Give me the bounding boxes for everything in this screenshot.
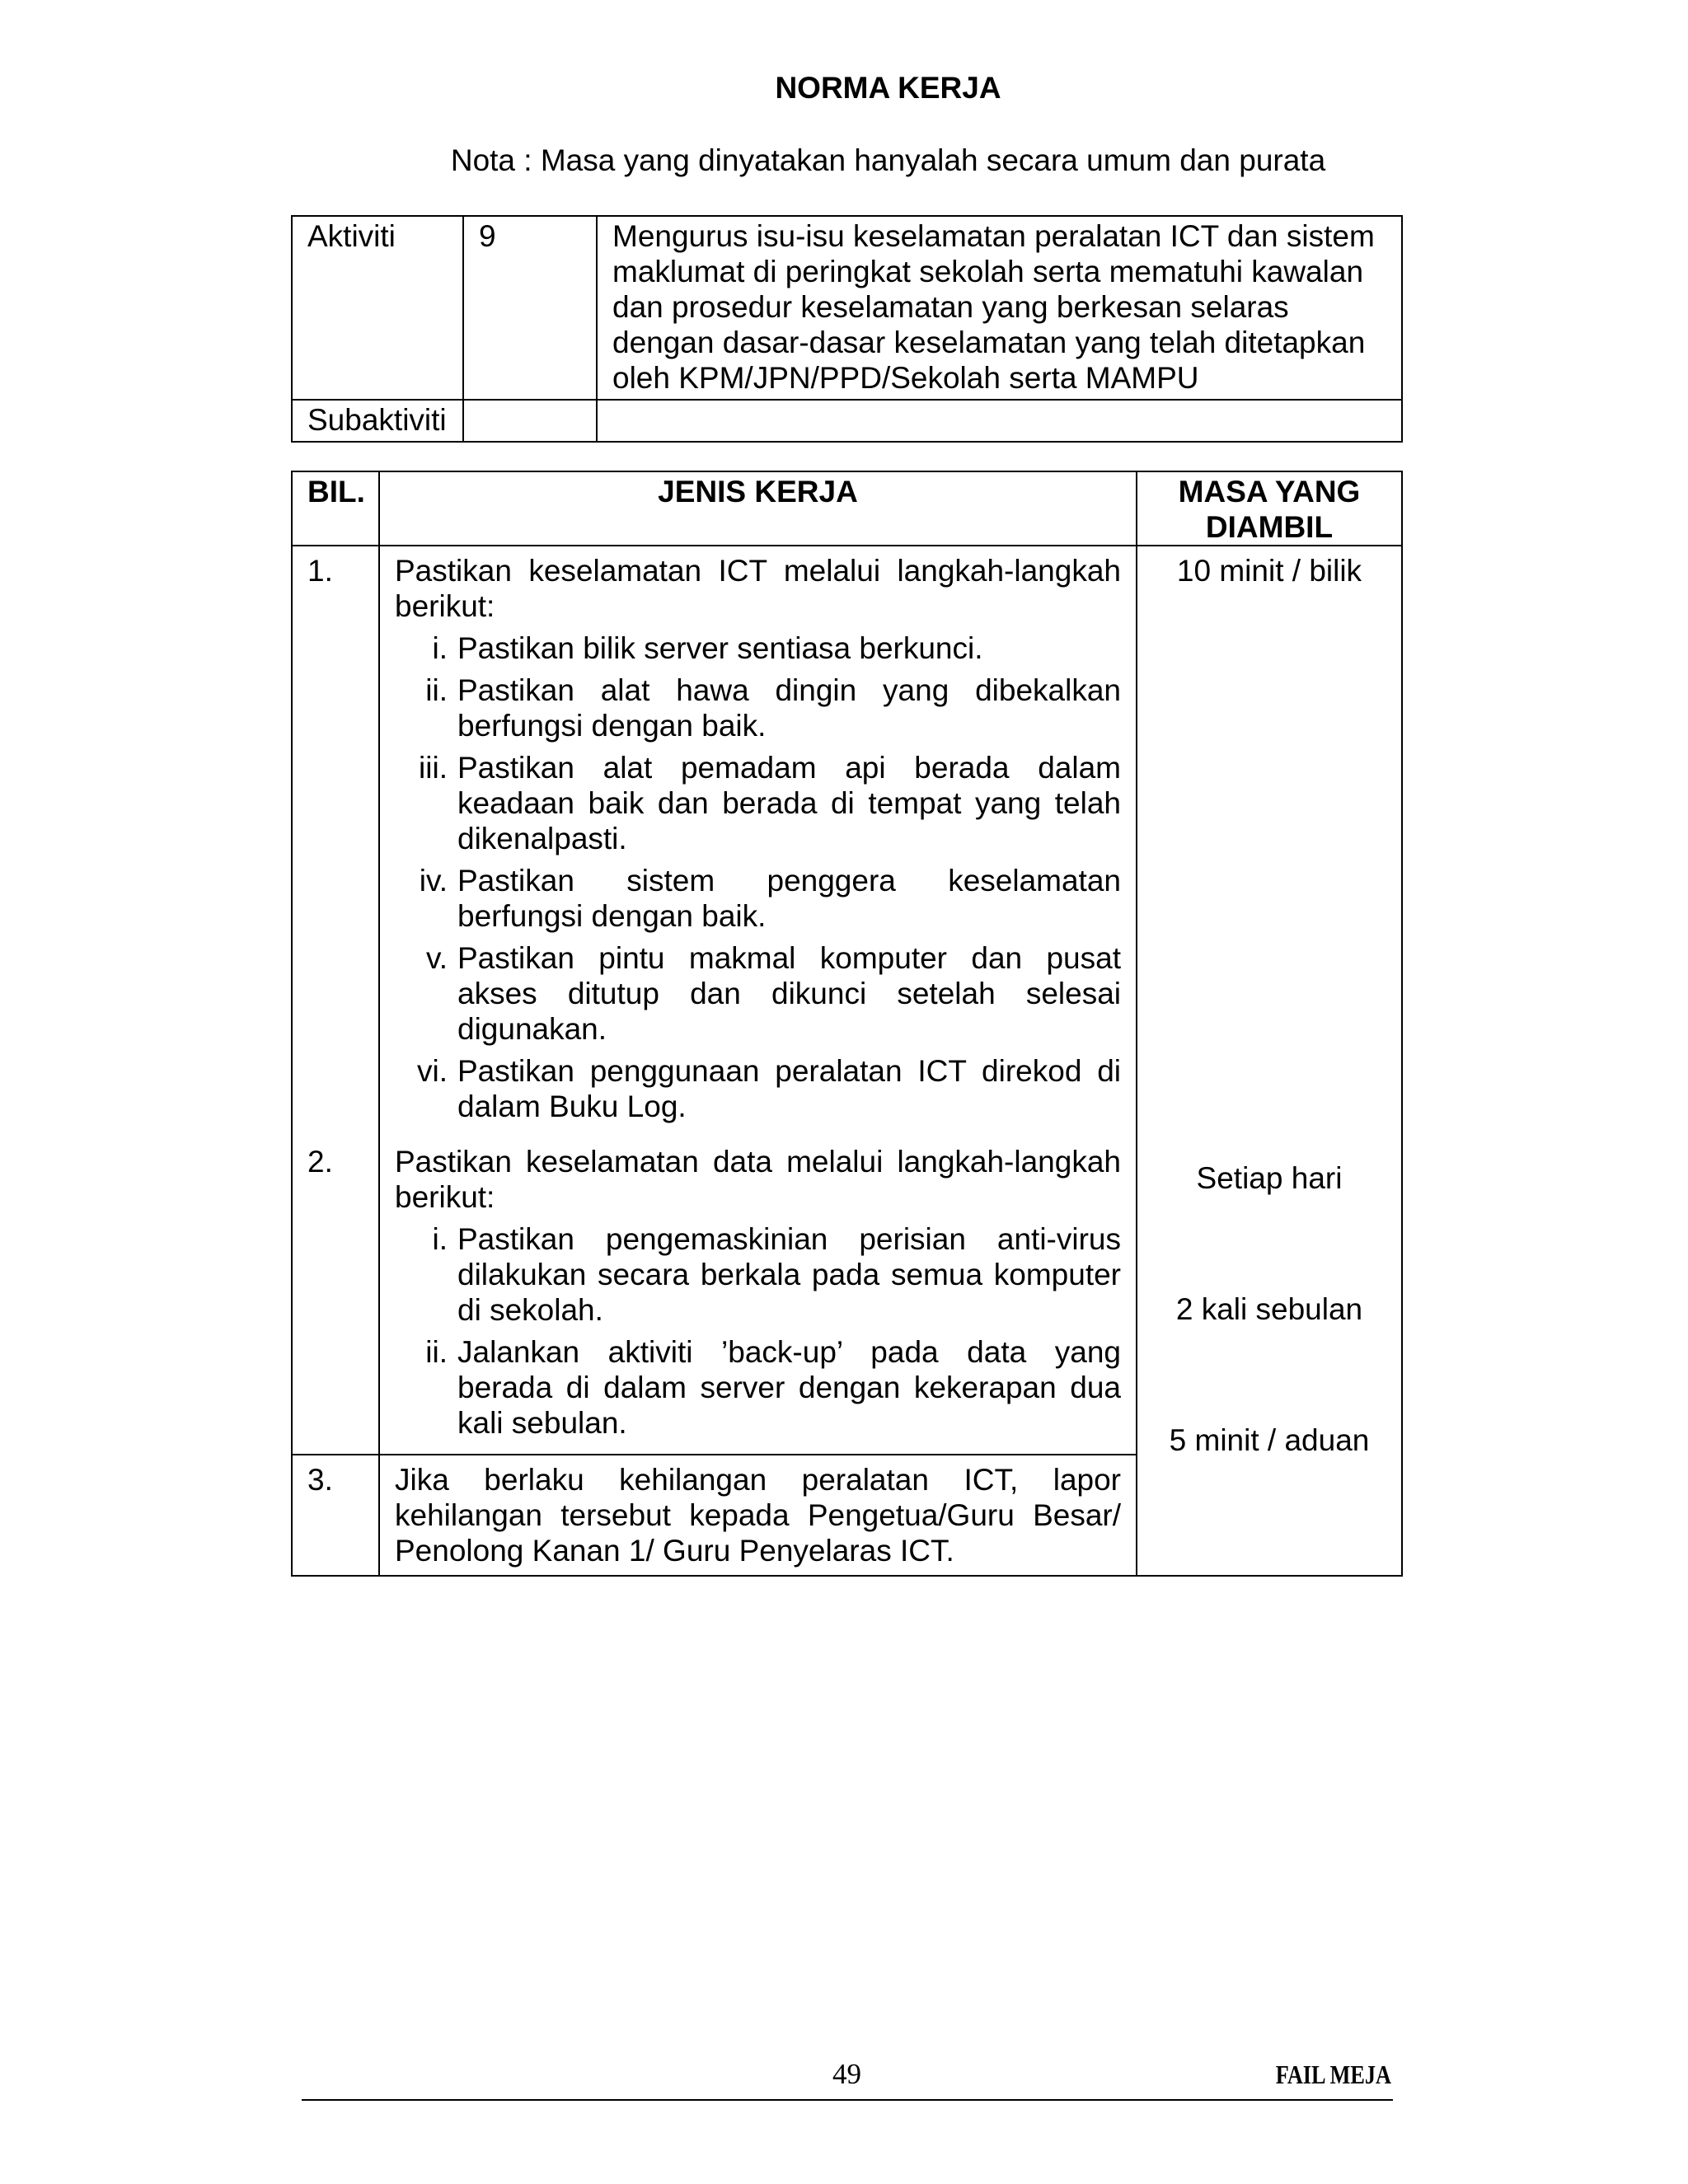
- activity-table: [291, 215, 1403, 443]
- masa-value: 10 minit / bilik: [1176, 554, 1362, 588]
- list-item: [395, 863, 1121, 934]
- item-numeral: iv.: [419, 864, 448, 898]
- footer-label: FAIL MEJA: [1275, 2060, 1391, 2089]
- page-title: NORMA KERJA: [775, 71, 1001, 105]
- list-item: [395, 940, 1121, 1047]
- masa-value: 2 kali sebulan: [1175, 1292, 1363, 1326]
- item-text: Pastikan alat hawa dingin yang dibekalkan berfungsi dengan baik.: [457, 673, 1121, 743]
- table-row: [292, 546, 1402, 1137]
- item-text: Pastikan pintu makmal komputer dan pusat akses ditutup dan dikunci setelah selesai digunakan.: [457, 941, 1121, 1046]
- list-item: [395, 673, 1121, 743]
- list-item: [395, 1053, 1121, 1124]
- item-text: Pastikan bilik server sentiasa berkunci.: [457, 631, 983, 665]
- sub-item-list: [395, 630, 1121, 1124]
- header-bil: BIL.: [292, 471, 379, 546]
- sub-item-list: [395, 1221, 1121, 1441]
- list-item: [395, 1221, 1121, 1328]
- subactivity-row: [292, 400, 1402, 442]
- row-number: 2.: [292, 1137, 379, 1455]
- activity-row: [292, 216, 1402, 400]
- row-number: 3.: [292, 1455, 379, 1576]
- row-content: [379, 1455, 1137, 1576]
- aktiviti-description: Mengurus isu-isu keselamatan peralatan ICT dan sistem maklumat di peringkat sekolah serta mematuhi kawalan dan prosedur keselamatan yang berkesan selaras dengan dasar-dasar keselamatan yang telah ditetapkan oleh KPM/JPN/PPD/Sekolah serta MAMPU: [597, 216, 1402, 400]
- footer-rule: [302, 2099, 1393, 2101]
- page-number: 49: [832, 2058, 861, 2090]
- row-content: [379, 546, 1137, 1137]
- row-intro: Pastikan keselamatan data melalui langkah-langkah berikut:: [395, 1145, 1121, 1214]
- row-intro: Jika berlaku kehilangan peralatan ICT, lapor kehilangan tersebut kepada Pengetua/Guru Besar/ Penolong Kanan 1/ Guru Penyelaras ICT.: [395, 1463, 1121, 1568]
- row-content: [379, 1137, 1137, 1455]
- list-item: [395, 1334, 1121, 1441]
- item-text: Pastikan alat pemadam api berada dalam keadaan baik dan berada di tempat yang telah dikenalpasti.: [457, 751, 1121, 855]
- list-item: [395, 750, 1121, 856]
- item-numeral: vi.: [417, 1054, 448, 1088]
- item-numeral: ii.: [425, 1335, 448, 1369]
- masa-value: Setiap hari: [1196, 1161, 1343, 1195]
- item-numeral: i.: [432, 1222, 448, 1256]
- note-text: Nota : Masa yang dinyatakan hanyalah secara umum dan purata: [450, 143, 1326, 177]
- item-text: Jalankan aktiviti ’back-up’ pada data yang berada di dalam server dengan kekerapan dua kali sebulan.: [457, 1335, 1121, 1440]
- row-intro: Pastikan keselamatan ICT melalui langkah-langkah berikut:: [395, 554, 1121, 623]
- item-numeral: iii.: [419, 751, 448, 785]
- work-table-header: [292, 471, 1402, 546]
- header-masa: MASA YANG DIAMBIL: [1137, 471, 1402, 546]
- aktiviti-number: 9: [463, 216, 597, 400]
- list-item: [395, 630, 1121, 666]
- row-number: 1.: [292, 546, 379, 1137]
- item-numeral: ii.: [425, 673, 448, 707]
- masa-column: [1137, 546, 1402, 1576]
- item-text: Pastikan pengemaskinian perisian anti-virus dilakukan secara berkala pada semua komputer di sekolah.: [457, 1222, 1121, 1327]
- header-jenis-kerja: JENIS KERJA: [379, 471, 1137, 546]
- item-numeral: i.: [432, 631, 448, 665]
- masa-value: 5 minit / aduan: [1169, 1423, 1370, 1457]
- item-numeral: v.: [425, 941, 448, 975]
- subaktiviti-number: [463, 400, 597, 442]
- aktiviti-label: Aktiviti: [292, 216, 463, 400]
- item-text: Pastikan penggunaan peralatan ICT direkod di dalam Buku Log.: [457, 1054, 1121, 1123]
- item-text: Pastikan sistem penggera keselamatan berfungsi dengan baik.: [457, 864, 1121, 933]
- subaktiviti-label: Subaktiviti: [292, 400, 463, 442]
- subaktiviti-description: [597, 400, 1402, 442]
- work-table: [291, 471, 1403, 1577]
